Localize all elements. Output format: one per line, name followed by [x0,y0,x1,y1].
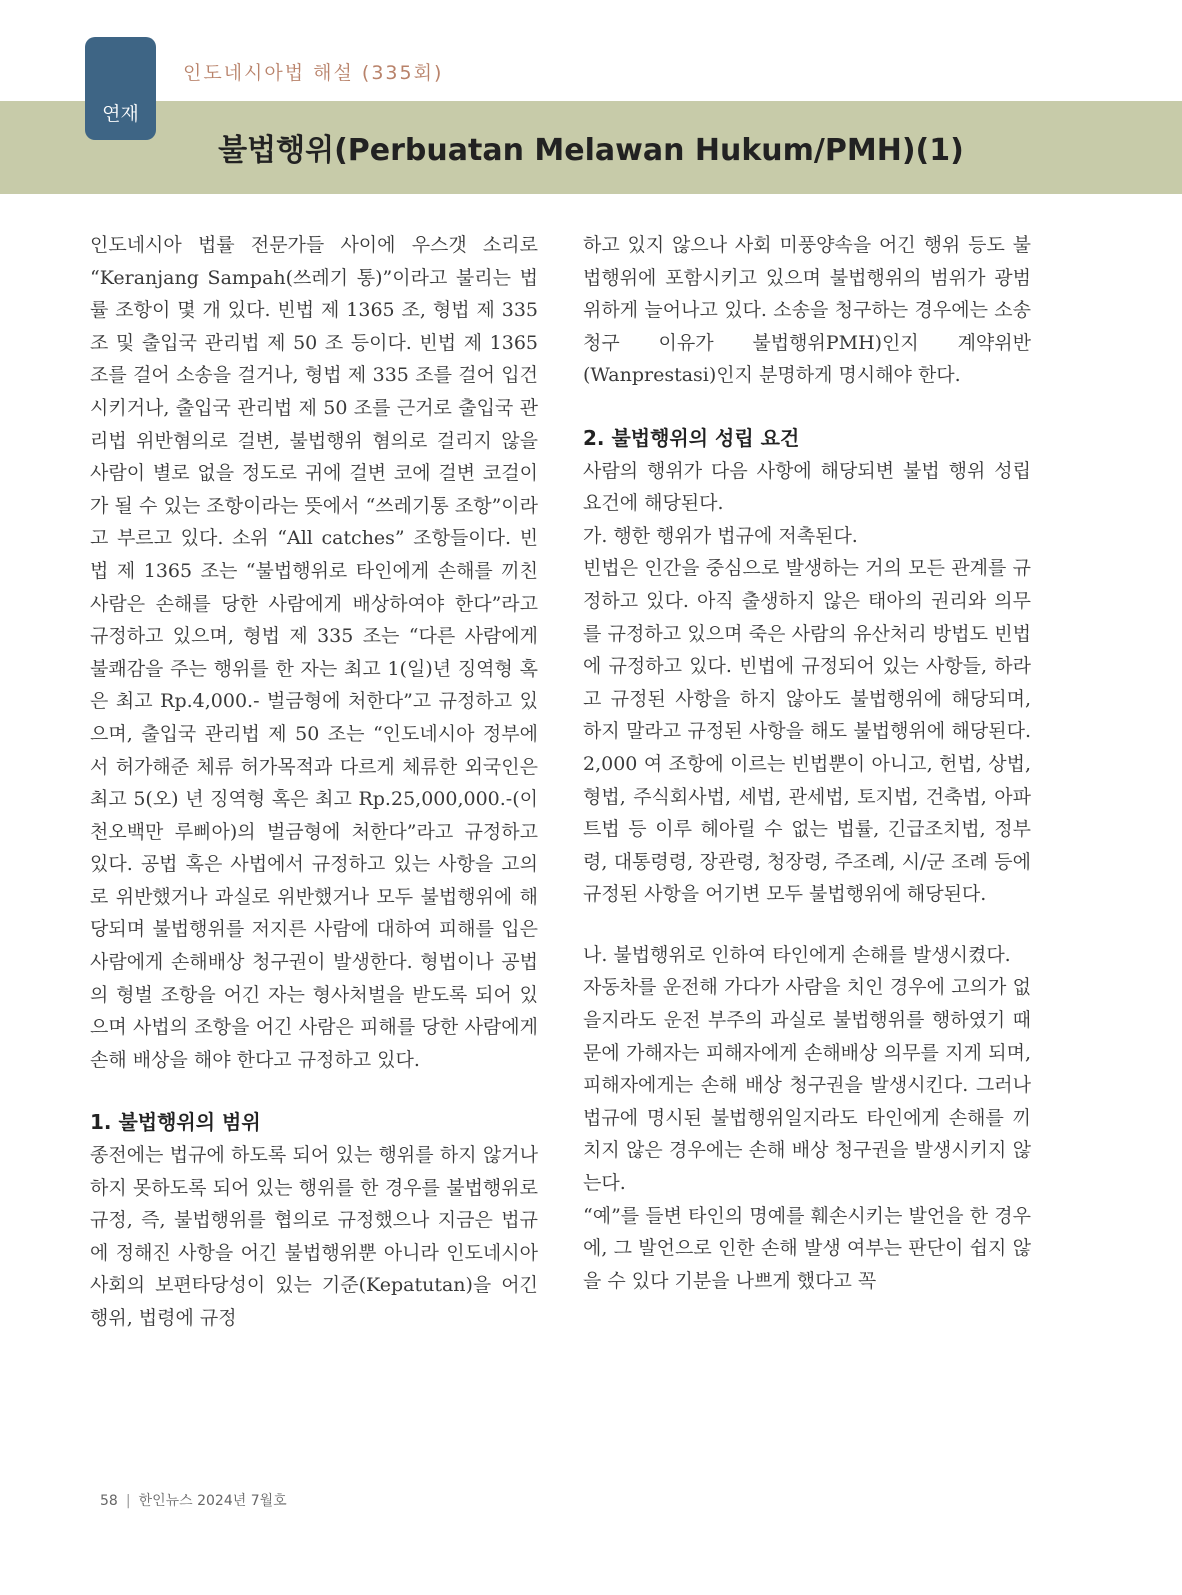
section-heading: 1. 불법행위의 범위 [90,1110,261,1135]
page-footer [100,1490,287,1510]
paragraph: 인도네시아 법률 전문가들 사이에 우스갯 소리로 “Keranjang Sampah(쓰레기 통)”이라고 불리는 법률 조항이 몇 개 있다. 빈법 제 1365 조, 형법 제 335 조 및 출입국 관리법 제 50 조 등이다. 빈법 제 1365 조를 걸어 소송을 걸거나, 형법 제 335 조를 걸어 입건시키거나, 출입국 관리법 제 50 조를 근거로 출입국 관리법 위반혐의로 걸변, 불법행위 혐의로 걸리지 않을 사람이 별로 없을 정도로 귀에 걸변 코에 걸변 코걸이가 될 수 있는 조항이라는 뜻에서 “쓰레기통 조항”이라고 부르고 있다. 소위 “All catches” 조항들이다. 빈법 제 1365 조는 “불법행위로 타인에게 손해를 끼친 사람은 손해를 당한 사람에게 배상하여야 한다”라고 규정하고 있으며, 형법 제 335 조는 “다른 사람에게 불쾌감을 주는 행위를 한 자는 최고 1(일)년 징역형 혹은 최고 Rp.4,000.- 벌금형에 처한다”고 규정하고 있으며, 출입국 관리법 제 50 조는 “인도네시아 정부에서 허가해준 체류 허가목적과 다르게 체류한 외국인은 최고 5(오) 년 징역형 혹은 최고 Rp.25,000,000.-(이천오백만 루삐아)의 벌금형에 처한다”라고 규정하고 있다. 공법 혹은 사법에서 규정하고 있는 사항을 고의로 위반했거나 과실로 위반했거나 모두 불법행위에 해당되며 불법행위를 저지른 사람에 대하여 피해를 입은 사람에게 손해배상 청구권이 발생한다. 형법이나 공법의 형벌 조항을 어긴 자는 형사처벌을 받도록 되어 있으며 사법의 조항을 어긴 사람은 피해를 당한 사람에게 손해 배상을 해야 한다고 규정하고 있다. [90,234,538,1071]
left-column [90,229,538,1335]
paragraph: 나. 불법행위로 인하여 타인에게 손해를 발생시켰다. [583,943,1011,966]
series-label: 인도네시아법 해설 (335회) [183,62,444,84]
article-title: 불법행위(Perbuatan Melawan Hukum/PMH)(1) [218,133,964,168]
section-tab-label: 연재 [102,103,139,125]
paragraph: 하고 있지 않으나 사회 미풍양속을 어긴 행위 등도 불법행위에 포함시키고 있으며 불법행위의 범위가 광범위하게 늘어나고 있다. 소송을 청구하는 경우에는 소송청구 이유가 불법행위PMH)인지 계약위반(Wanprestasi)인지 분명하게 명시해야 한다. [583,234,1031,387]
paragraph: 종전에는 법규에 하도록 되어 있는 행위를 하지 않거나 하지 못하도록 되어 있는 행위를 한 경우를 불법행위로 규정, 즉, 불법행위를 협의로 규정했으나 지금은 법규에 정해진 사항을 어긴 불법행위뿐 아니라 인도네시아 사회의 보편타당성이 있는 기준(Kepatutan)을 어긴 행위, 법령에 규정 [90,1144,538,1329]
paragraph: “예”를 들변 타인의 명예를 훼손시키는 발언을 한 경우에, 그 발언으로 인한 손해 발생 여부는 판단이 쉽지 않을 수 있다 기분을 나쁘게 했다고 꼭 [583,1204,1031,1292]
paragraph: 빈법은 인간을 중심으로 발생하는 거의 모든 관계를 규정하고 있다. 아직 출생하지 않은 태아의 권리와 의무를 규정하고 있으며 죽은 사람의 유산처리 방법도 빈법에 규정하고 있다. 빈법에 규정되어 있는 사항들, 하라고 규정된 사항을 하지 않아도 불법행위에 해당되며, 하지 말라고 규정된 사항을 해도 불법행위에 해당된다. 2,000 여 조항에 이르는 빈법뿐이 아니고, 헌법, 상법, 형법, 주식회사법, 세법, 관세법, 토지법, 건축법, 아파트법 등 이루 헤아릴 수 없는 법률, 긴급조치법, 정부령, 대통령령, 장관령, 청장령, 주조례, 시/군 조례 등에 규정된 사항을 어기변 모두 불법행위에 해당된다. [583,557,1031,906]
page-number: 58 [100,1493,118,1509]
right-column [583,229,1031,1297]
publication-name: 한인뉴스 2024년 7월호 [138,1493,287,1509]
footer-separator: | [125,1493,131,1509]
section-tab [85,37,156,140]
section-heading: 2. 불법행위의 성립 요건 [583,425,800,450]
paragraph: 가. 행한 행위가 법규에 저촉된다. [583,524,858,547]
paragraph: 사람의 행위가 다음 사항에 해당되변 불법 행위 성립 요건에 해당된다. [583,459,1031,515]
paragraph: 자동차를 운전해 가다가 사람을 치인 경우에 고의가 없을지라도 운전 부주의 과실로 불법행위를 행하였기 때문에 가해자는 피해자에게 손해배상 의무를 지게 되며, 피해자에게는 손해 배상 청구권을 발생시킨다. 그러나 법규에 명시된 불법행위일지라도 타인에게 손해를 끼치지 않은 경우에는 손해 배상 청구권을 발생시키지 않는다. [583,976,1031,1195]
